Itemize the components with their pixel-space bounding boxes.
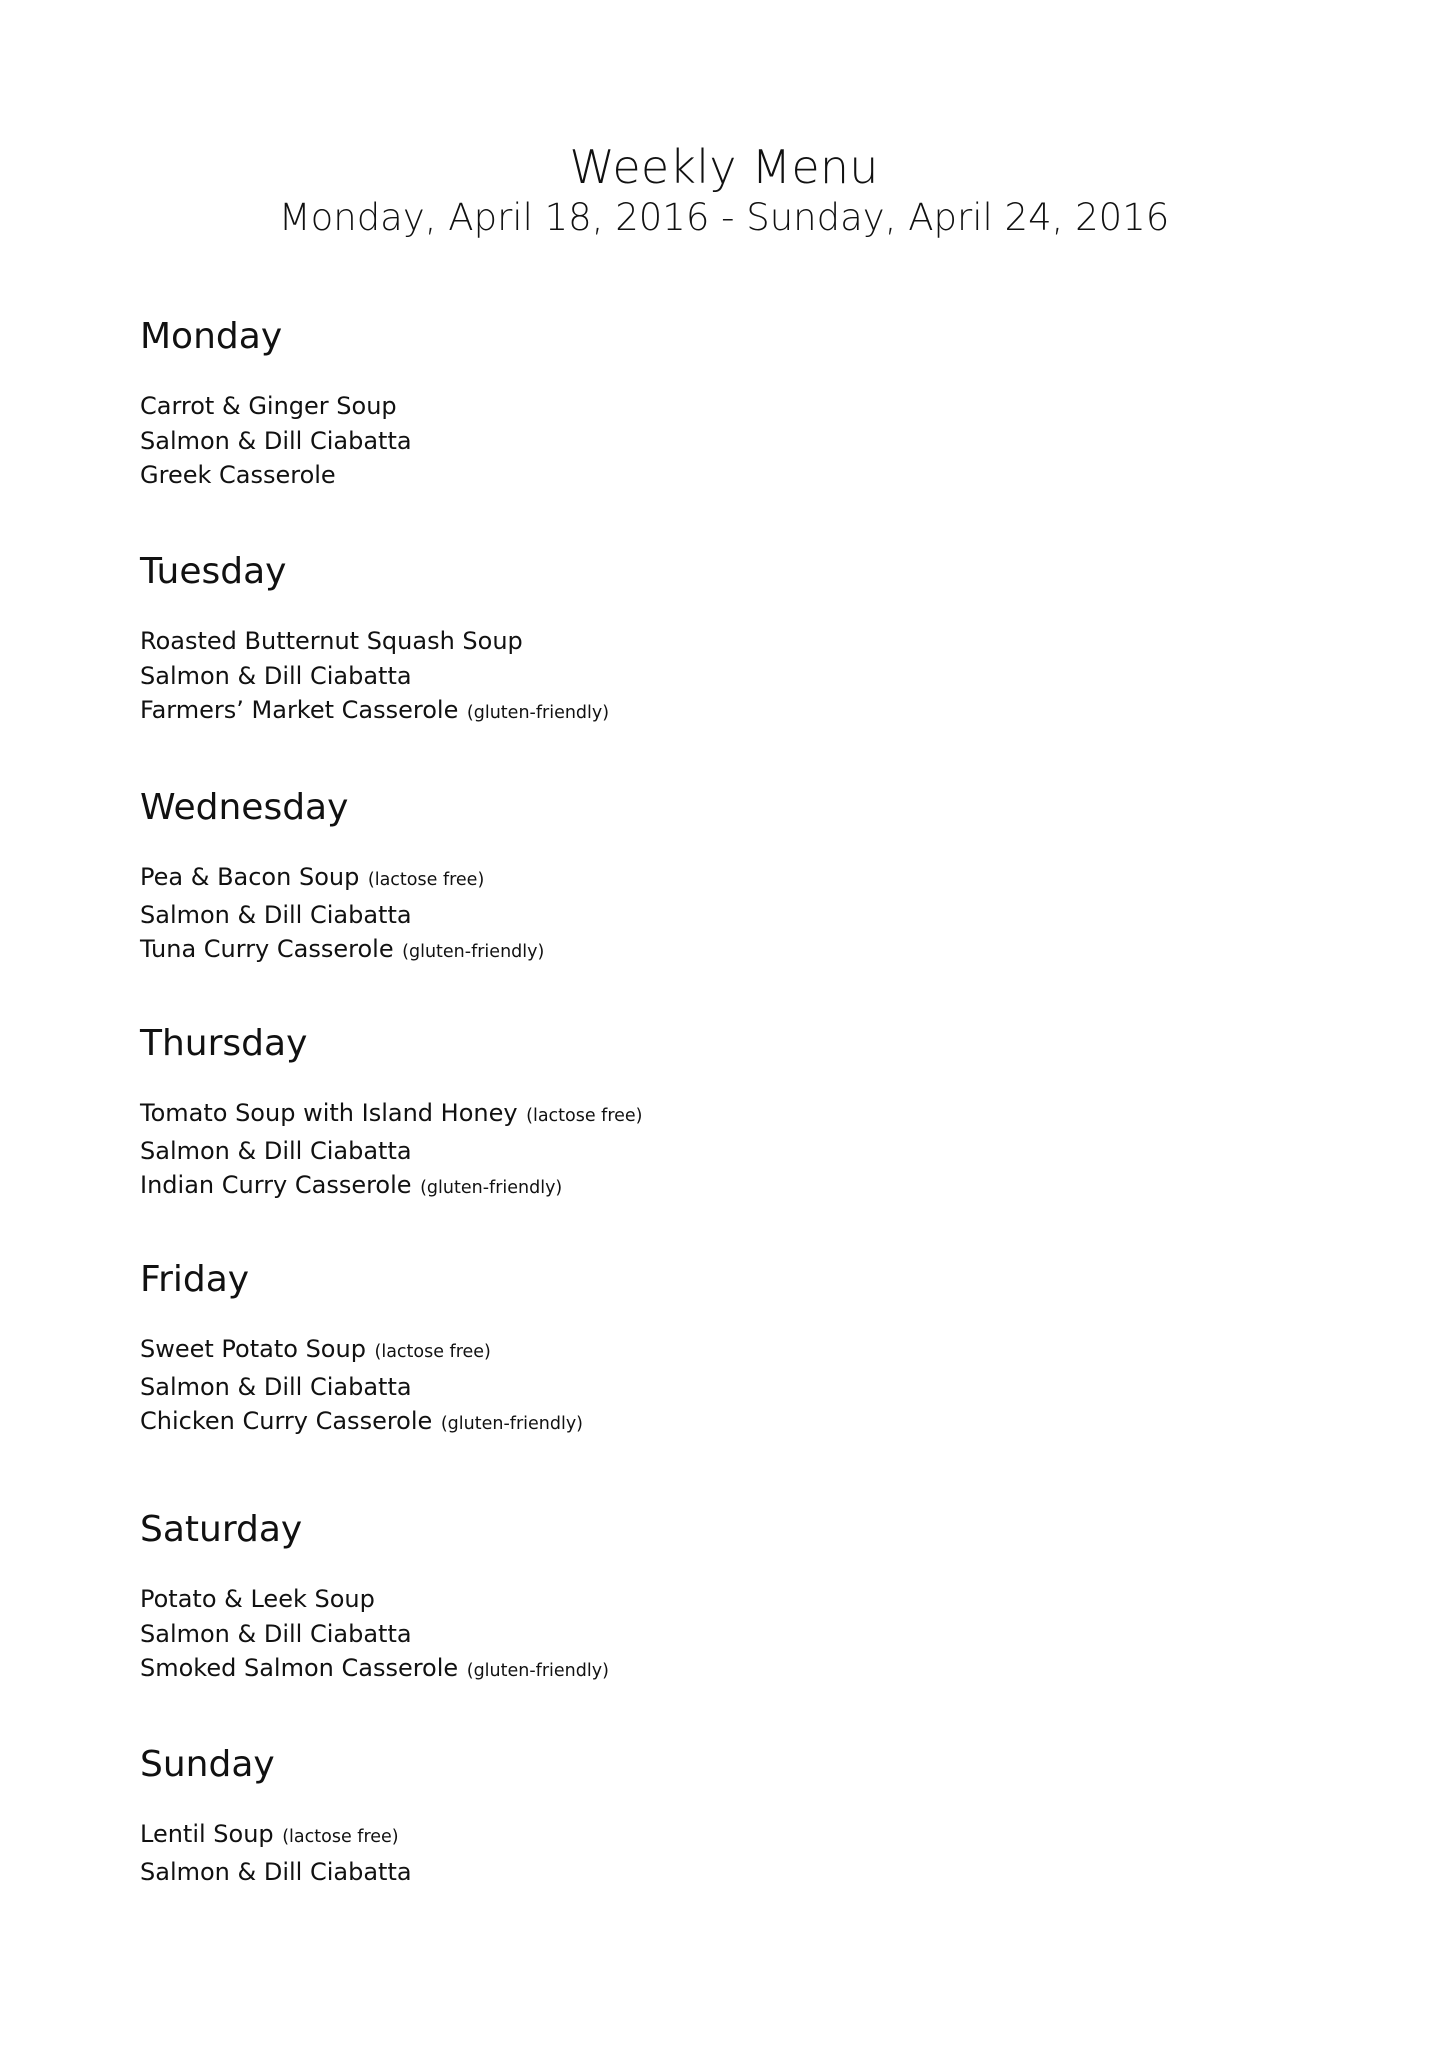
day-heading: Saturday	[140, 1509, 303, 1550]
dietary-note: (gluten-friendly)	[461, 1661, 609, 1681]
dish-name: Roasted Butternut Squash Soup	[140, 627, 523, 655]
menu-item	[140, 1617, 1240, 1652]
menu-item	[140, 659, 1240, 694]
dish-name: Smoked Salmon Casserole	[140, 1654, 459, 1682]
menu-item	[140, 424, 1240, 459]
menu-item	[140, 1855, 1240, 1890]
day-heading: Thursday	[140, 1023, 308, 1064]
menu-item	[140, 860, 1240, 898]
dish-name: Chicken Curry Casserole	[140, 1407, 433, 1435]
dietary-note: (gluten-friendly)	[461, 703, 610, 723]
day-section-friday	[140, 1257, 1240, 1442]
day-section-thursday	[140, 1021, 1240, 1206]
dish-name: Tomato Soup with Island Honey	[140, 1099, 518, 1127]
dish-name: Tuna Curry Casserole	[140, 935, 394, 963]
menu-item	[140, 898, 1240, 933]
dietary-note: (lactose free)	[362, 870, 485, 890]
dish-name: Salmon & Dill Ciabatta	[140, 1136, 412, 1165]
dish-name: Potato & Leek Soup	[140, 1585, 375, 1613]
menu-list	[140, 1096, 1240, 1206]
day-section-saturday	[140, 1507, 1240, 1689]
dish-name: Salmon & Dill Ciabatta	[140, 1372, 412, 1401]
menu-item	[140, 1370, 1240, 1405]
menu-item	[140, 1651, 1240, 1689]
dish-name: Salmon & Dill Ciabatta	[140, 661, 412, 690]
dish-name: Sweet Potato Soup	[140, 1335, 366, 1363]
menu-item	[140, 693, 1240, 731]
menu-item	[140, 624, 1240, 659]
day-heading: Monday	[140, 316, 283, 357]
day-section-wednesday	[140, 785, 1240, 970]
day-heading: Tuesday	[140, 551, 287, 592]
dietary-note: (lactose free)	[276, 1827, 399, 1847]
dietary-note: (gluten-friendly)	[414, 1178, 563, 1198]
menu-item	[140, 1817, 1240, 1855]
dish-name: Farmers’ Market Casserole	[140, 696, 459, 724]
dish-name: Indian Curry Casserole	[140, 1171, 412, 1199]
menu-list	[140, 1332, 1240, 1442]
day-section-monday	[140, 314, 1240, 493]
menu-item	[140, 1134, 1240, 1169]
menu-list	[140, 1817, 1240, 1889]
menu-item	[140, 1332, 1240, 1370]
day-heading: Wednesday	[140, 787, 349, 828]
dish-name: Carrot & Ginger Soup	[140, 392, 397, 420]
day-section-sunday	[140, 1742, 1240, 1889]
menu-list	[140, 1582, 1240, 1689]
menu-list	[140, 860, 1240, 970]
menu-item	[140, 932, 1240, 970]
page-title: Weekly Menu	[569, 140, 879, 194]
date-range-subtitle: Monday, April 18, 2016 - Sunday, April 24, 2016	[278, 196, 1170, 239]
dietary-note: (lactose free)	[520, 1106, 643, 1126]
day-section-tuesday	[140, 549, 1240, 731]
menu-item	[140, 389, 1240, 424]
dish-name: Pea & Bacon Soup	[140, 863, 360, 891]
menu-item	[140, 1096, 1240, 1134]
menu-item	[140, 1168, 1240, 1206]
dish-name: Salmon & Dill Ciabatta	[140, 1857, 412, 1886]
day-heading: Friday	[140, 1259, 250, 1300]
menu-item	[140, 1582, 1240, 1617]
menu-item	[140, 458, 1240, 493]
dish-name: Greek Casserole	[140, 461, 336, 489]
menu-item	[140, 1404, 1240, 1442]
dietary-note: (gluten-friendly)	[435, 1414, 584, 1434]
dietary-note: (lactose free)	[368, 1342, 491, 1362]
dish-name: Lentil Soup	[140, 1820, 274, 1848]
menu-list	[140, 624, 1240, 731]
dietary-note: (gluten-friendly)	[396, 942, 545, 962]
document-header	[0, 138, 1448, 243]
dish-name: Salmon & Dill Ciabatta	[140, 900, 412, 929]
day-heading: Sunday	[140, 1744, 275, 1785]
menu-list	[140, 389, 1240, 493]
dish-name: Salmon & Dill Ciabatta	[140, 1619, 412, 1648]
dish-name: Salmon & Dill Ciabatta	[140, 426, 412, 455]
